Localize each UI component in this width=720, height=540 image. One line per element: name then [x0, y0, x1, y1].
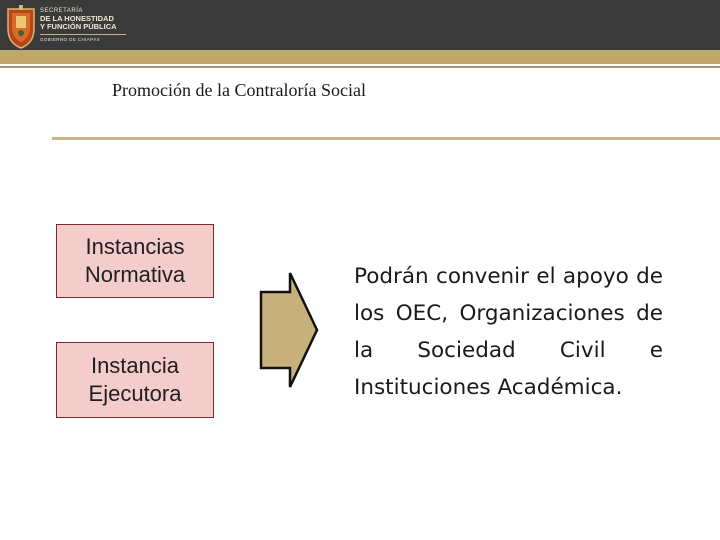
coat-of-arms-icon [4, 3, 38, 49]
header-divider [0, 66, 720, 68]
logo-text-gobierno: GOBIERNO DE CHIAPAS [40, 37, 101, 42]
box-instancia-ejecutora: Instancia Ejecutora [56, 342, 214, 418]
logo-text-funcion-publica: Y FUNCIÓN PÚBLICA [40, 22, 117, 31]
header-accent-bar [0, 50, 720, 64]
slide-body-text: Podrán convenir el apoyo de los OEC, Organizaciones de la Sociedad Civil e Instituciones Académica. [354, 264, 663, 400]
title-underline [52, 137, 720, 140]
logo-text-secretaria: SECRETARÍA [40, 8, 83, 14]
box-instancias-normativa: Instancias Normativa [56, 224, 214, 298]
right-arrow-icon [258, 270, 320, 390]
logo-text-honestidad: DE LA HONESTIDAD [40, 14, 114, 23]
logo-divider [40, 34, 126, 35]
slide-title: Promoción de la Contraloría Social [112, 80, 366, 100]
institution-logo [2, 2, 132, 50]
